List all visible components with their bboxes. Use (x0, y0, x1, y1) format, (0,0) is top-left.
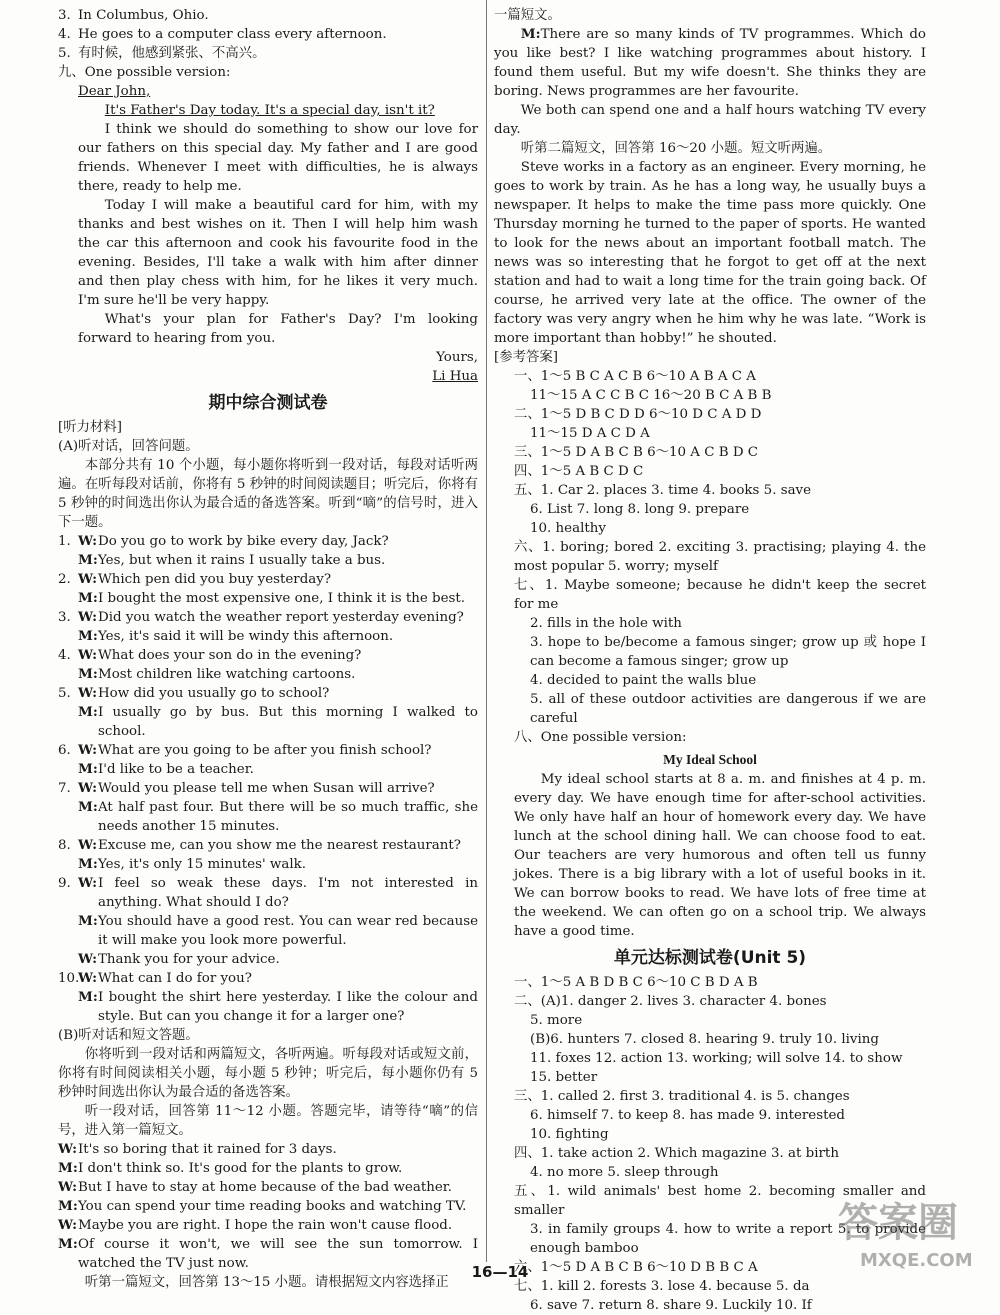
letter-paragraph: It's Father's Day today. It's a special day, isn't it? (104, 103, 435, 118)
speaker: M: (78, 552, 98, 568)
speech: Of course it won't, we will see the sun tomorrow. I watched the TV just now. (78, 1237, 478, 1271)
right-column (494, 6, 926, 1315)
speech: But I have to stay at home because of the bad weather. (78, 1180, 452, 1195)
instructions: 听一段对话，回答第 11～12 小题。答题完毕，请等待“嘀”的信号，进入第一篇短文。 (58, 1104, 478, 1138)
answer-line: 6. List 7. long 8. long 9. prepare (530, 502, 750, 517)
speech: Most children like watching cartoons. (98, 667, 356, 682)
dialogue-line (58, 874, 478, 912)
unit-test-title: 单元达标测试卷(Unit 5) (613, 948, 807, 968)
watermark-main: 答案圈 (838, 1200, 958, 1246)
dialogue-line (58, 779, 478, 798)
answer-line: 11～15 A C C B C 16～20 B C A B B (530, 388, 772, 403)
speaker: M: (520, 26, 541, 42)
speech: Maybe you are right. I hope the rain won't cause flood. (78, 1218, 453, 1233)
section-heading: 九、One possible version: (58, 65, 231, 80)
answer-line: 二、1～5 D B C D D 6～10 D C A D D (514, 407, 762, 422)
speech: You can spend your time reading books and watching TV. (78, 1199, 467, 1214)
question-number: 4. (58, 648, 71, 663)
speaker: M: (78, 704, 98, 720)
instructions: 听第一篇短文，回答第 13～15 小题。请根据短文内容选择正 (84, 1275, 449, 1290)
question-number (58, 627, 78, 646)
listening-label: [听力材料] (58, 420, 123, 435)
speaker: M: (58, 1236, 78, 1252)
essay-text: My ideal school starts at 8 a. m. and finishes at 4 p. m. every day. We have enough time for after-school activities. We only have half an hour of homework every day. We have lunch at the school dining hall. We can choose food to eat. Our teachers are very humorous and often tell us funny jokes. There is a big library with a lot of useful books in it. We can borrow books to read. We have lots of free time at the weekend. We can often go on a school trip. We always have a good time. (514, 772, 926, 939)
speaker: W: (78, 742, 98, 758)
question-number (58, 703, 78, 741)
speech: What are you going to be after you finish school? (98, 743, 432, 758)
speaker: W: (58, 1179, 78, 1195)
instructions: 听第二篇短文，回答第 16～20 小题。短文听两遍。 (520, 141, 832, 156)
speaker: M: (78, 628, 98, 644)
answer-line: 11. foxes 12. action 13. working; will solve 14. to show (530, 1051, 903, 1066)
answer-line: 七、1. Maybe someone; because he didn't keep the secret for me (514, 578, 926, 612)
answer-line: 3. hope to be/become a famous singer; grow up 或 hope I can become a famous singer; grow up (530, 635, 926, 669)
question-number (58, 798, 78, 836)
question-number: 1. (58, 534, 71, 549)
speaker: M: (78, 856, 98, 872)
question-number (58, 912, 78, 950)
answer-line: 11～15 D A C D A (530, 426, 650, 441)
question-number: 2. (58, 572, 71, 587)
answer-item (58, 6, 478, 25)
answer-line: 三、1～5 D A B C B 6～10 A C B D C (514, 445, 759, 460)
answer-line: 二、(A)1. danger 2. lives 3. character 4. bones (514, 994, 827, 1009)
speaker: M: (58, 1160, 78, 1176)
answer-item (58, 25, 478, 44)
speech: Excuse me, can you show me the nearest restaurant? (98, 838, 461, 853)
dialogue-line (58, 627, 478, 646)
answer-line: 10. fighting (530, 1127, 609, 1142)
speech: Thank you for your advice. (98, 952, 280, 967)
page-number: 16—14 (471, 1263, 529, 1281)
watermark-logo (832, 1188, 992, 1272)
answer-line: 五、1. Car 2. places 3. time 4. books 5. save (514, 483, 812, 498)
item-number: 3. (58, 8, 71, 23)
question-number (58, 665, 78, 684)
answer-line: 八、One possible version: (514, 730, 687, 745)
speech: What does your son do in the evening? (98, 648, 362, 663)
answers-label: [参考答案] (494, 350, 559, 365)
dialogue-line (58, 570, 478, 589)
answer-line: 四、1～5 A B C D C (514, 464, 644, 479)
speech: I usually go by bus. But this morning I walked to school. (98, 705, 478, 739)
speaker: M: (78, 761, 98, 777)
answer-line: 15. better (530, 1070, 598, 1085)
answer-line: 六、1～5 D A B C B 6～10 D B B C A (514, 1260, 758, 1275)
question-number: 8. (58, 838, 71, 853)
dialogue-line (58, 741, 478, 760)
answer-item (58, 44, 478, 63)
instructions: 本部分共有 10 个小题，每小题你将听到一段对话，每段对话听两遍。在听每段对话前，你将有 5 秒钟的时间阅读题目；听完后，你将有 5 秒钟的时间选出你认为最合适的备选答案。听到“嘀”的信号时，进入下一题。 (58, 458, 478, 530)
speaker: M: (78, 666, 98, 682)
speaker: W: (78, 837, 98, 853)
left-column (58, 6, 478, 1292)
speaker: W: (78, 685, 98, 701)
speaker: W: (78, 780, 98, 796)
question-number: 7. (58, 781, 71, 796)
watermark-url: MXQE.COM (860, 1250, 973, 1271)
answer-line: (B)6. hunters 7. closed 8. hearing 9. truly 10. living (530, 1032, 879, 1047)
dialogue-line (58, 608, 478, 627)
speaker: W: (58, 1141, 78, 1157)
speech: At half past four. But there will be so much traffic, she needs another 15 minutes. (98, 800, 478, 834)
letter-closing: Yours, (436, 350, 478, 365)
speech: I bought the most expensive one, I think it is the best. (98, 591, 466, 606)
dialogue-line (58, 760, 478, 779)
answer-line: 五、1. wild animals' best home 2. becoming smaller and smaller (514, 1184, 926, 1218)
speaker: M: (78, 913, 98, 929)
letter-paragraph: I think we should do something to show our love for our fathers on this special day. My father and I are good friends. Whenever I meet with difficulties, he is always there, ready to help me. (78, 122, 478, 194)
speaker: M: (58, 1198, 78, 1214)
conversation-line (58, 1159, 478, 1178)
answer-line: 3. in family groups 4. how to write a report 5. to provide enough bamboo (530, 1222, 926, 1256)
speech: Do you go to work by bike every day, Jack? (98, 534, 389, 549)
speaker: W: (78, 970, 98, 986)
answer-line: 七、1. kill 2. forests 3. lose 4. because 5. da (514, 1279, 810, 1294)
dialogue-line (58, 988, 478, 1026)
conversation-line (58, 1178, 478, 1197)
dialogue-line (58, 950, 478, 969)
item-number: 5. (58, 46, 71, 61)
dialogue-line (58, 855, 478, 874)
speaker: W: (78, 647, 98, 663)
essay-title: My Ideal School (663, 752, 757, 767)
letter-salutation: Dear John, (78, 84, 151, 99)
answer-line: 四、1. take action 2. Which magazine 3. at birth (514, 1146, 839, 1161)
dialogue-line (58, 589, 478, 608)
speaker: M: (78, 590, 98, 606)
question-number (58, 950, 78, 969)
answer-line: 5. all of these outdoor activities are dangerous if we are careful (530, 692, 926, 726)
question-number: 3. (58, 610, 71, 625)
answer-line: 6. himself 7. to keep 8. has made 9. interested (530, 1108, 845, 1123)
speaker: W: (58, 1217, 78, 1233)
conversation-line (58, 1216, 478, 1235)
passage-text: There are so many kinds of TV programmes. Which do you like best? I like watching programmes about history. I found them useful. But my wife doesn't. She thinks they are boring. News programmes are her favourite. (494, 27, 926, 99)
dialogue-line (58, 912, 478, 950)
conversation-line (58, 1140, 478, 1159)
letter-paragraph: What's your plan for Father's Day? I'm looking forward to hearing from you. (78, 312, 478, 346)
speech: I feel so weak these days. I'm not interested in anything. What should I do? (98, 876, 478, 910)
passage-one-end: We both can spend one and a half hours watching TV every day. (494, 103, 926, 137)
question-number (58, 760, 78, 779)
speaker: W: (78, 609, 98, 625)
answer-line: 三、1. called 2. first 3. traditional 4. is 5. changes (514, 1089, 850, 1104)
answer-line: 10. healthy (530, 521, 606, 536)
speaker: M: (78, 989, 98, 1005)
speech: How did you usually go to school? (98, 686, 330, 701)
question-number (58, 551, 78, 570)
question-number: 5. (58, 686, 71, 701)
answer-line: 6. save 7. return 8. share 9. Luckily 10. If (530, 1298, 812, 1313)
answer-line: 4. decided to paint the walls blue (530, 673, 757, 688)
speech: I don't think so. It's good for the plants to grow. (78, 1161, 403, 1176)
instructions: 你将听到一段对话和两篇短文，各听两遍。听每段对话或短文前，你将有时间阅读相关小题，每小题 5 秒钟；听完后，每小题你仍有 5 秒钟时间选出你认为最合适的备选答案。 (58, 1047, 478, 1100)
speaker: W: (78, 875, 98, 891)
letter-signature: Li Hua (432, 369, 478, 384)
question-number: 6. (58, 743, 71, 758)
column-divider (486, 0, 487, 1262)
part-title: (B)听对话和短文答题。 (58, 1028, 199, 1043)
dialogue-line (58, 798, 478, 836)
speech: Would you please tell me when Susan will arrive? (98, 781, 435, 796)
item-text: In Columbus, Ohio. (78, 8, 209, 23)
dialogue-line (58, 551, 478, 570)
speech: I'd like to be a teacher. (98, 762, 254, 777)
passage-two: Steve works in a factory as an engineer. Every morning, he goes to work by train. As he has a long way, he usually buys a newspaper. It helps to make the time pass more quickly. One Thursday morning he turned to the paper of sports. He wanted to look for the news about an important football match. The news was so interesting that he forgot to get off at the next station and had to wait a long time for the train going back. Of course, he arrived very late at the office. The owner of the factory was very angry when he him why he was late. “Work is more important than hobby!” he shouted. (494, 160, 926, 346)
question-number: 10. (58, 971, 80, 986)
speech: Yes, it's only 15 minutes' walk. (98, 857, 306, 872)
speech: Which pen did you buy yesterday? (98, 572, 332, 587)
speaker: W: (78, 571, 98, 587)
answer-line: 一、1～5 A B D B C 6～10 C B D A B (514, 975, 758, 990)
letter-paragraph: Today I will make a beautiful card for him, with my thanks and best wishes on it. Then I will help him wash the car this afternoon and cook his favourite food in the evening. Besides, I'll take a walk with him after dinner and then play chess with him, for he likes it very much. I'm sure he'll be very happy. (78, 198, 478, 308)
speech: I bought the shirt here yesterday. I like the colour and style. But can you change it for a larger one? (98, 990, 478, 1024)
speech: Did you watch the weather report yesterday evening? (98, 610, 464, 625)
speech: It's so boring that it rained for 3 days. (78, 1142, 337, 1157)
answer-line: 4. no more 5. sleep through (530, 1165, 719, 1180)
question-number: 9. (58, 876, 71, 891)
speech: Yes, it's said it will be windy this afternoon. (98, 629, 394, 644)
speech: What can I do for you? (98, 971, 252, 986)
dialogue-line (58, 646, 478, 665)
speaker: M: (78, 799, 98, 815)
passage-one (494, 25, 926, 101)
dialogue-line (58, 969, 478, 988)
speech: You should have a good rest. You can wear red because it will make you look more powerful. (98, 914, 478, 948)
part-title: (A)听对话，回答问题。 (58, 439, 199, 454)
answer-line: 一、1～5 B C A C B 6～10 A B A C A (514, 369, 756, 384)
dialogue-line (58, 703, 478, 741)
answer-line: 5. more (530, 1013, 583, 1028)
dialogue-line (58, 665, 478, 684)
exam-title: 期中综合测试卷 (208, 393, 328, 413)
dialogue-line (58, 684, 478, 703)
speaker: W: (78, 533, 98, 549)
question-number (58, 855, 78, 874)
question-number (58, 988, 78, 1026)
item-number: 4. (58, 27, 71, 42)
dialogue-line (58, 532, 478, 551)
speaker: W: (78, 951, 98, 967)
item-text: 有时候，他感到紧张、不高兴。 (78, 46, 266, 61)
speech: Yes, but when it rains I usually take a bus. (98, 553, 386, 568)
answer-line: 六、1. boring; bored 2. exciting 3. practising; playing 4. the most popular 5. worry; myself (514, 540, 926, 574)
instructions-continued: 一篇短文。 (494, 8, 561, 23)
dialogue-line (58, 836, 478, 855)
answer-line: 2. fills in the hole with (530, 616, 682, 631)
item-text: He goes to a computer class every afternoon. (78, 27, 387, 42)
conversation-line (58, 1197, 478, 1216)
question-number (58, 589, 78, 608)
